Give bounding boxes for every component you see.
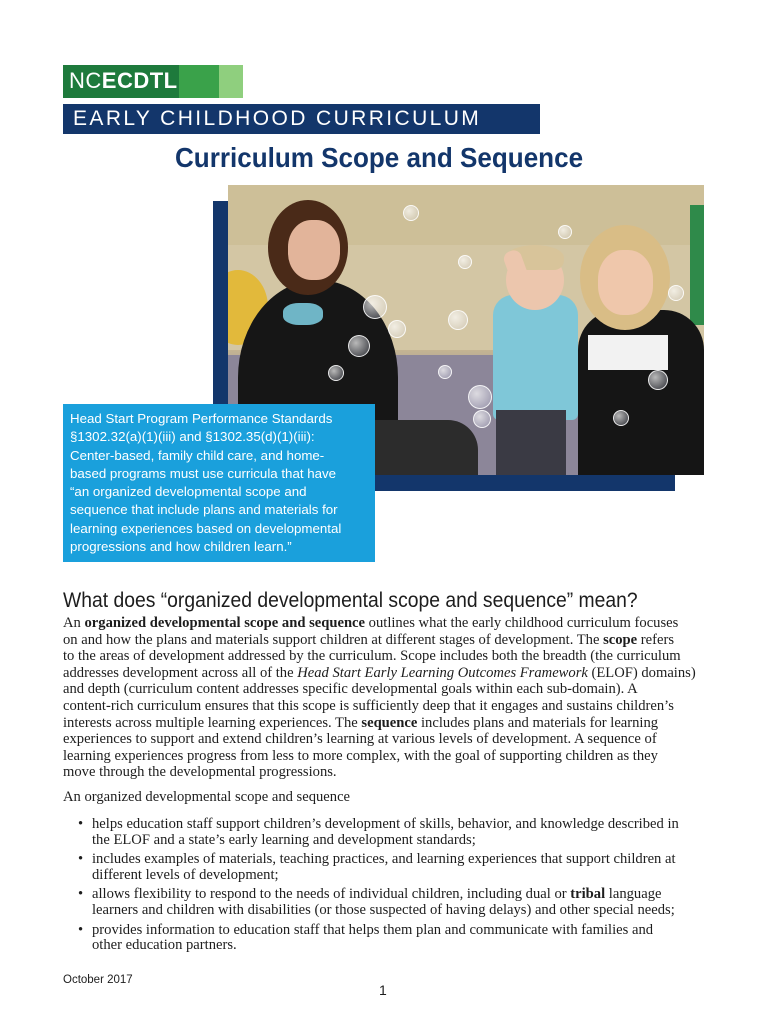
standards-callout [63, 404, 375, 562]
callout-line: progressions and how children learn.” [70, 539, 292, 555]
page-number: 1 [379, 982, 387, 998]
term-sequence: sequence [361, 714, 418, 731]
footer-date: October 2017 [63, 974, 133, 986]
page-title: Curriculum Scope and Sequence [175, 142, 584, 173]
callout-line: Center-based, family child care, and home- [70, 447, 325, 463]
list-item: • includes examples of materials, teaching practices, and learning experiences that support children at different levels of development; [78, 851, 676, 883]
bullet-list [78, 817, 718, 958]
term-tribal: tribal [570, 886, 606, 903]
bullet-icon: • [78, 851, 84, 868]
bullet-icon: • [78, 816, 84, 832]
list-intro: An organized developmental scope and sequence [63, 789, 351, 805]
ncecdtl-logo [63, 65, 243, 98]
callout-line: learning experiences based on developmental [70, 520, 342, 536]
bullet-icon: • [78, 886, 84, 903]
elof-title: Head Start Early Learning Outcomes Framework [297, 664, 588, 681]
callout-line: Head Start Program Performance Standards [70, 411, 333, 426]
logo-block-mid [179, 65, 219, 98]
list-item: • provides information to education staff that helps them plan and communicate with families and other education partners. [78, 921, 654, 954]
logo-text: NCECDTL [69, 68, 178, 93]
series-banner: EARLY CHILDHOOD CURRICULUM [63, 104, 540, 134]
term-scope: scope [603, 631, 638, 648]
callout-line: based programs must use curricula that have [70, 465, 337, 481]
logo-block-light [219, 65, 243, 98]
callout-line: sequence that include plans and materials for [70, 502, 338, 518]
list-item: • helps education staff support children’s development of skills, behavior, and knowledge described in the ELOF and a state’s early learning and development standards; [78, 816, 679, 848]
list-item: • allows flexibility to respond to the needs of individual children, including dual or tribal language learners and children with disabilities (or those suspected of having delays) and other special needs; [78, 886, 675, 918]
callout-line: §1302.32(a)(1)(iii) and §1302.35(d)(1)(iii): [70, 429, 315, 445]
callout-line: “an organized developmental scope and [70, 484, 307, 500]
bullet-icon: • [78, 921, 84, 938]
body-paragraph: An organized developmental scope and sequence outlines what the early childhood curriculum focuses on and how the plans and materials support children at different stages of development. The scope refers to the areas of development addressed by the curriculum. Scope includes both the breadth (the curriculum addresses development across all of the Head Start Early Learning Outcomes Framework (ELOF) domains) and depth (curriculum content addresses specific developmental goals within each sub-domain). A content-rich curriculum ensures that this scope is sufficiently deep that it engages and sustains children’s interests across multiple learning experiences. The sequence includes plans and materials for learning experiences to support and extend children’s learning at various levels of development. A sequence of learning experiences progress from less to more complex, with the goal of supporting children as they move through the developmental progressions. [63, 615, 696, 781]
section-heading: What does “organized developmental scope and sequence” mean? [63, 589, 638, 612]
term-scope-and-sequence: organized developmental scope and sequence [84, 615, 366, 631]
